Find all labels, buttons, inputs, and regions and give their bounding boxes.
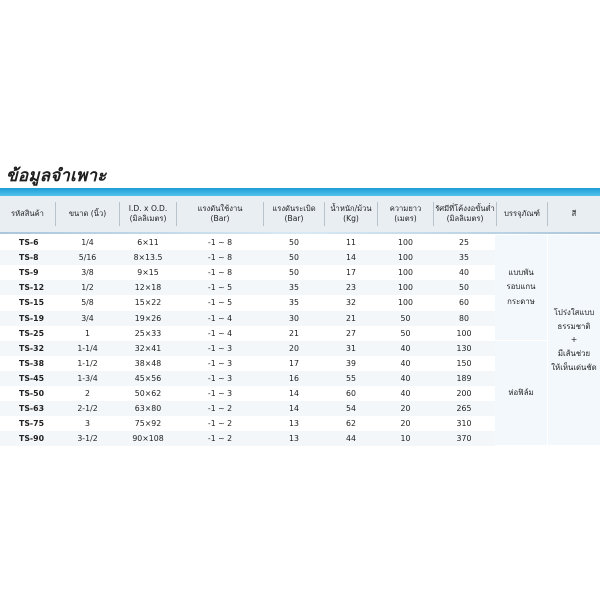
packaging-text: รอบแกน xyxy=(506,282,536,292)
cell-burst: 30 xyxy=(289,313,299,323)
table-row xyxy=(0,250,495,265)
cell-burst: 35 xyxy=(289,298,299,308)
cell-code: TS-90 xyxy=(19,434,45,444)
packaging-cell xyxy=(495,235,547,340)
cell-radius: 265 xyxy=(456,404,472,414)
cell-burst: 14 xyxy=(289,389,299,398)
color-text: + xyxy=(570,335,578,345)
cell-size: 1 xyxy=(85,328,90,338)
cell-code: TS-63 xyxy=(19,404,45,414)
color-text: มีเส้นช่วย xyxy=(557,349,591,359)
cell-work: -1 ~ 3 xyxy=(207,343,233,353)
cell-radius: 200 xyxy=(456,389,472,398)
cell-work: -1 ~ 2 xyxy=(207,404,233,414)
cell-io: 15×22 xyxy=(134,298,162,308)
cell-io: 8×13.5 xyxy=(133,253,163,263)
packaging-cell xyxy=(495,341,547,446)
cell-radius: 130 xyxy=(456,343,472,353)
cell-code: TS-6 xyxy=(19,238,39,247)
cell-size: 2-1/2 xyxy=(77,404,98,414)
header-color-label: สี xyxy=(571,208,577,218)
cell-work: -1 ~ 5 xyxy=(207,298,233,308)
cell-weight: 54 xyxy=(346,404,356,414)
cell-burst: 35 xyxy=(289,283,299,293)
cell-weight: 23 xyxy=(346,283,356,293)
table-row xyxy=(0,280,495,295)
spec-panel xyxy=(0,154,600,448)
header-length-unit: (เมตร) xyxy=(394,214,417,223)
header-working-pressure xyxy=(177,196,263,232)
cell-code: TS-19 xyxy=(19,313,45,323)
cell-weight: 31 xyxy=(346,343,356,353)
title-underline-bar xyxy=(0,188,600,196)
cell-work: -1 ~ 8 xyxy=(207,238,233,247)
cell-weight: 39 xyxy=(346,358,356,368)
header-id-od-label: I.D. x O.D. xyxy=(128,203,168,213)
color-cell xyxy=(548,235,600,445)
header-color xyxy=(548,196,600,232)
cell-length: 100 xyxy=(398,238,413,247)
table-row xyxy=(0,311,495,326)
cell-radius: 310 xyxy=(456,419,472,429)
table-row xyxy=(0,416,495,431)
cell-io: 75×92 xyxy=(134,419,162,429)
header-bend-radius-unit: (มิลลิเมตร) xyxy=(446,214,484,223)
cell-code: TS-12 xyxy=(19,283,45,293)
table-row xyxy=(0,401,495,416)
cell-code: TS-25 xyxy=(19,328,45,338)
cell-weight: 55 xyxy=(346,373,356,383)
cell-length: 40 xyxy=(400,343,411,353)
cell-io: 50×62 xyxy=(134,389,162,398)
cell-io: 12×18 xyxy=(134,283,162,293)
header-divider xyxy=(0,232,600,234)
header-bend-radius xyxy=(434,196,496,232)
cell-radius: 80 xyxy=(459,313,469,323)
table-row xyxy=(0,356,495,371)
color-text: โปร่งใสแบบ xyxy=(553,308,595,318)
cell-size: 3 xyxy=(85,419,90,429)
cell-io: 9×15 xyxy=(137,268,159,278)
header-weight-unit: (Kg) xyxy=(343,214,359,223)
table-row xyxy=(0,341,495,356)
cell-radius: 40 xyxy=(459,268,469,278)
header-burst-pressure-label: แรงดันระเบิด xyxy=(272,203,316,213)
cell-io: 45×56 xyxy=(134,373,162,383)
cell-burst: 50 xyxy=(289,238,299,247)
cell-size: 3/8 xyxy=(81,268,94,278)
cell-io: 63×80 xyxy=(134,404,162,414)
table-row xyxy=(0,235,495,250)
cell-weight: 27 xyxy=(346,328,356,338)
cell-radius: 25 xyxy=(459,238,469,247)
cell-size: 3-1/2 xyxy=(77,434,98,444)
cell-work: -1 ~ 3 xyxy=(207,358,233,368)
cell-burst: 13 xyxy=(289,419,299,429)
cell-io: 90×108 xyxy=(132,434,164,444)
cell-size: 1-1/2 xyxy=(77,358,98,368)
cell-radius: 35 xyxy=(459,253,469,263)
color-text: ให้เห็นเด่นชัด xyxy=(551,362,597,372)
packaging-text: ห่อฟิล์ม xyxy=(508,387,534,397)
header-code-label: รหัสสินค้า xyxy=(11,208,44,218)
cell-length: 50 xyxy=(400,313,411,323)
cell-length: 20 xyxy=(400,404,411,414)
cell-length: 100 xyxy=(398,253,413,263)
cell-size: 5/8 xyxy=(81,298,94,308)
cell-work: -1 ~ 3 xyxy=(207,373,233,383)
cell-burst: 21 xyxy=(289,328,299,338)
table-row xyxy=(0,431,495,446)
cell-weight: 17 xyxy=(346,268,356,278)
cell-burst: 16 xyxy=(289,373,299,383)
header-size xyxy=(56,196,119,232)
cell-work: -1 ~ 4 xyxy=(207,328,233,338)
cell-work: -1 ~ 3 xyxy=(207,389,233,398)
cell-work: -1 ~ 8 xyxy=(207,253,233,263)
cell-burst: 50 xyxy=(289,268,299,278)
header-bend-radius-label: รัศมีที่โค้งงอขั้นต่ำ xyxy=(435,203,495,213)
cell-burst: 20 xyxy=(289,343,299,353)
cell-work: -1 ~ 2 xyxy=(207,419,233,429)
cell-length: 40 xyxy=(400,373,411,383)
cell-code: TS-50 xyxy=(19,389,45,398)
cell-weight: 32 xyxy=(346,298,356,308)
header-burst-pressure-unit: (Bar) xyxy=(284,214,304,223)
table-header xyxy=(0,196,600,232)
cell-length: 20 xyxy=(400,419,411,429)
header-packaging xyxy=(497,196,547,232)
cell-code: TS-45 xyxy=(19,373,45,383)
cell-weight: 60 xyxy=(346,389,356,398)
cell-radius: 50 xyxy=(459,283,469,293)
cell-weight: 11 xyxy=(346,238,356,247)
packaging-text: แบบพัน xyxy=(508,267,534,277)
header-size-label: ขนาด (นิ้ว) xyxy=(68,208,107,218)
cell-radius: 150 xyxy=(456,358,472,368)
cell-burst: 50 xyxy=(289,253,299,263)
header-length xyxy=(378,196,433,232)
cell-work: -1 ~ 8 xyxy=(207,268,233,278)
cell-size: 1/4 xyxy=(81,238,94,247)
cell-weight: 21 xyxy=(346,313,356,323)
cell-code: TS-75 xyxy=(19,419,45,429)
page-title: ข้อมูลจำเพาะ xyxy=(6,166,107,186)
table-row xyxy=(0,386,495,401)
cell-length: 40 xyxy=(400,389,411,398)
cell-length: 100 xyxy=(398,283,413,293)
header-packaging-label: บรรจุภัณฑ์ xyxy=(504,208,540,218)
cell-code: TS-15 xyxy=(19,298,45,308)
cell-length: 100 xyxy=(398,268,413,278)
cell-io: 32×41 xyxy=(134,343,162,353)
header-length-label: ความยาว xyxy=(389,203,422,213)
cell-work: -1 ~ 5 xyxy=(207,283,233,293)
header-burst-pressure xyxy=(264,196,324,232)
cell-burst: 13 xyxy=(289,434,299,444)
cell-length: 10 xyxy=(400,434,411,444)
cell-work: -1 ~ 4 xyxy=(207,313,233,323)
cell-size: 1-3/4 xyxy=(77,373,98,383)
header-weight-label: น้ำหนัก/ม้วน xyxy=(330,203,372,213)
header-id-od xyxy=(120,196,176,232)
cell-size: 3/4 xyxy=(81,313,94,323)
cell-code: TS-38 xyxy=(19,358,45,368)
cell-radius: 189 xyxy=(456,373,472,383)
cell-length: 40 xyxy=(400,358,411,368)
table-row xyxy=(0,295,495,310)
cell-io: 19×26 xyxy=(134,313,162,323)
header-id-od-unit: (มิลลิเมตร) xyxy=(129,214,167,223)
table-row xyxy=(0,371,495,386)
table-row xyxy=(0,326,495,341)
cell-length: 100 xyxy=(398,298,413,308)
header-working-pressure-label: แรงดันใช้งาน xyxy=(197,203,243,213)
cell-length: 50 xyxy=(400,328,411,338)
packaging-text: กระดาษ xyxy=(507,296,535,306)
cell-size: 5/16 xyxy=(78,253,97,263)
table-row xyxy=(0,265,495,280)
cell-radius: 60 xyxy=(459,298,469,308)
cell-weight: 14 xyxy=(346,253,356,263)
header-weight xyxy=(325,196,377,232)
header-working-pressure-unit: (Bar) xyxy=(210,214,230,223)
cell-size: 2 xyxy=(85,389,90,398)
cell-code: TS-9 xyxy=(19,268,39,278)
cell-radius: 100 xyxy=(456,328,472,338)
cell-burst: 17 xyxy=(289,358,299,368)
cell-io: 6×11 xyxy=(137,238,159,247)
cell-io: 38×48 xyxy=(134,358,162,368)
cell-code: TS-32 xyxy=(19,343,45,353)
cell-size: 1-1/4 xyxy=(77,343,98,353)
header-code xyxy=(0,196,55,232)
cell-work: -1 ~ 2 xyxy=(207,434,233,444)
cell-weight: 62 xyxy=(346,419,356,429)
cell-burst: 14 xyxy=(289,404,299,414)
cell-weight: 44 xyxy=(346,434,356,444)
cell-code: TS-8 xyxy=(19,253,39,263)
color-text: ธรรมชาติ xyxy=(557,321,591,331)
cell-size: 1/2 xyxy=(81,283,94,293)
cell-io: 25×33 xyxy=(134,328,162,338)
cell-radius: 370 xyxy=(456,434,472,444)
